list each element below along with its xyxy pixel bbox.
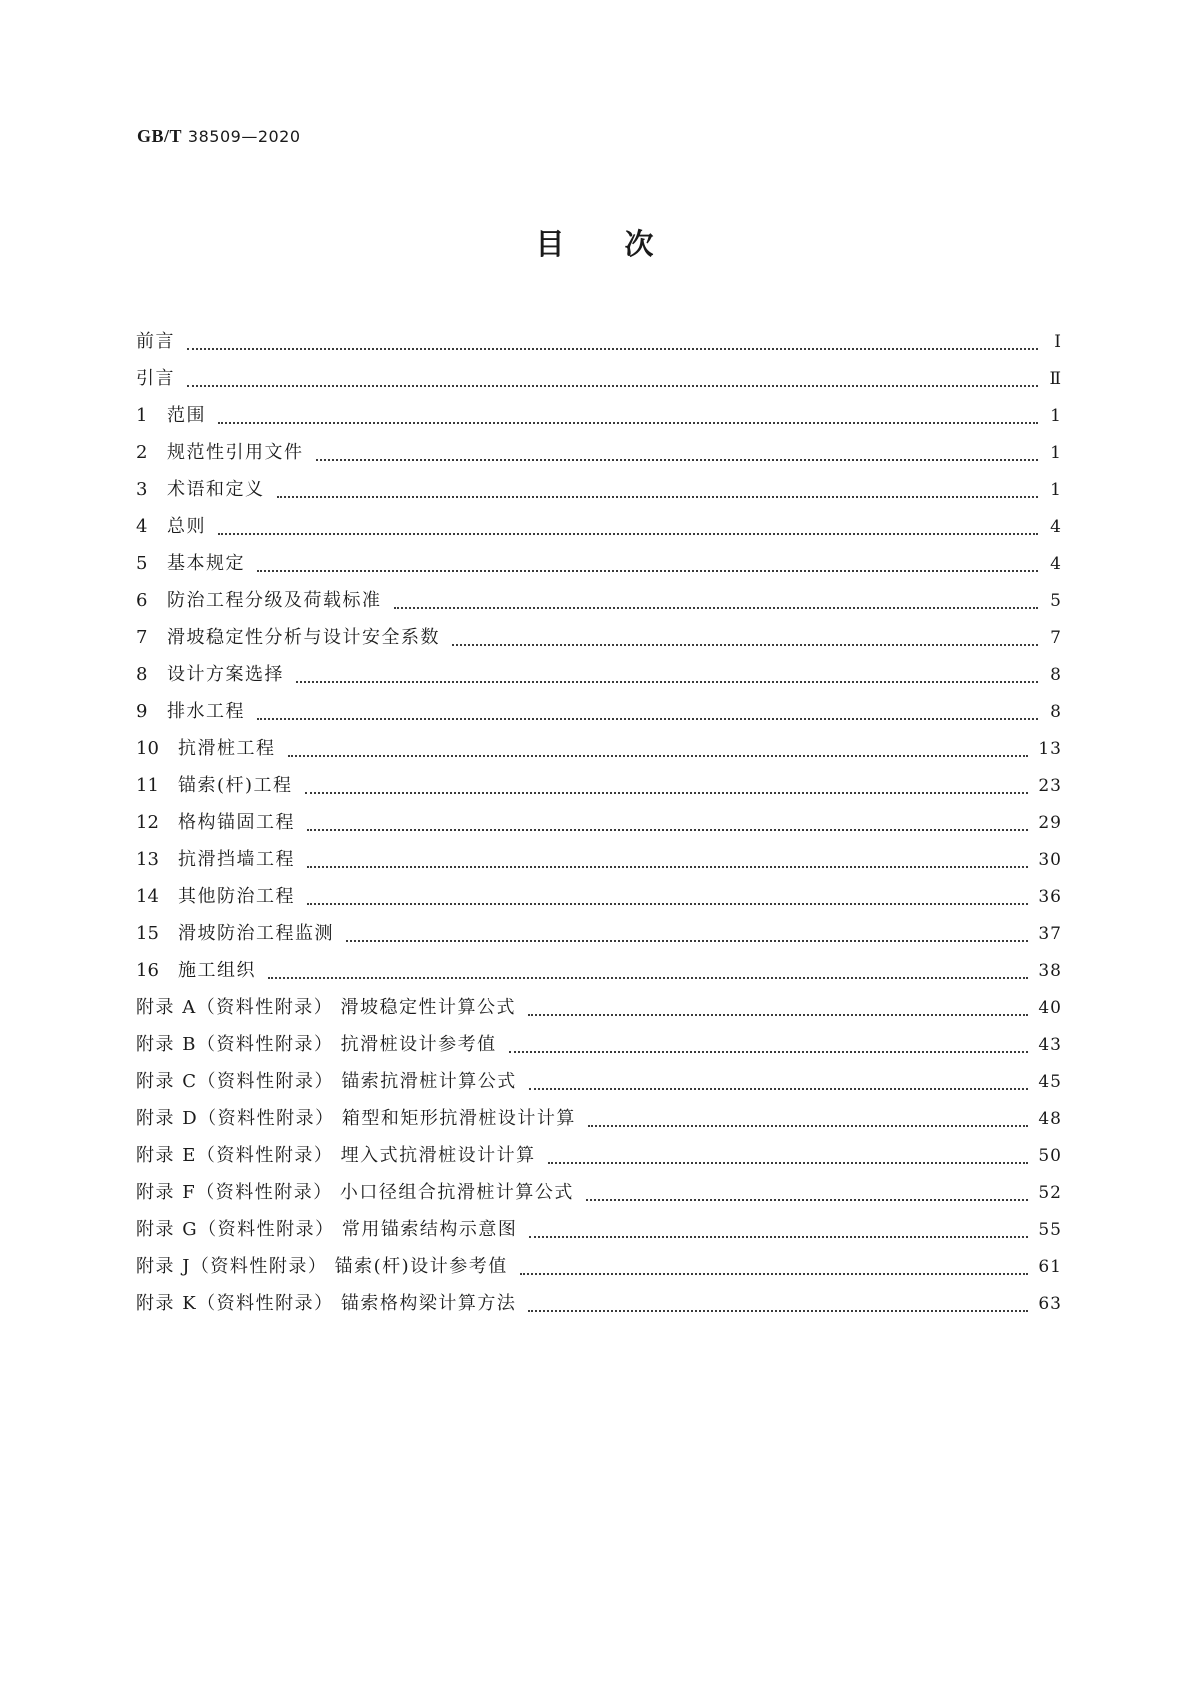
- dot-leader: [218, 422, 1038, 424]
- toc-entry-page: 50: [1038, 1146, 1062, 1166]
- toc-entry-number: 10: [136, 738, 159, 759]
- toc-entry[interactable]: [136, 1215, 1062, 1252]
- dot-leader: [257, 570, 1038, 572]
- toc-entry-label: 滑坡稳定性分析与设计安全系数: [167, 627, 440, 648]
- toc-entry-label: 总则: [167, 516, 206, 537]
- toc-entry[interactable]: [136, 1178, 1062, 1215]
- dot-leader: [529, 1088, 1029, 1090]
- toc-entry-label: 术语和定义: [167, 479, 265, 500]
- toc-entry-label: 引言: [136, 368, 175, 389]
- toc-entry-number: 3: [136, 479, 148, 500]
- toc-entry-page: 23: [1038, 776, 1062, 796]
- toc-entry[interactable]: [136, 586, 1062, 623]
- toc-entry[interactable]: [136, 993, 1062, 1030]
- dot-leader: [346, 940, 1028, 942]
- standard-number: 38509—2020: [187, 127, 301, 146]
- toc-entry-label: 防治工程分级及荷载标准: [167, 590, 382, 611]
- toc-entry-label: 附录 J（资料性附录） 锚索(杆)设计参考值: [136, 1256, 508, 1277]
- toc-entry-number: 1: [136, 405, 148, 426]
- toc-entry-label: 滑坡防治工程监测: [178, 923, 334, 944]
- dot-leader: [268, 977, 1028, 979]
- toc-entry[interactable]: [136, 660, 1062, 697]
- toc-entry[interactable]: [136, 956, 1062, 993]
- dot-leader: [257, 718, 1038, 720]
- toc-entry-page: 8: [1050, 702, 1062, 722]
- dot-leader: [187, 385, 1038, 387]
- dot-leader: [509, 1051, 1029, 1053]
- toc-entry[interactable]: [136, 882, 1062, 919]
- toc-entry[interactable]: [136, 1141, 1062, 1178]
- toc-entry[interactable]: [136, 401, 1062, 438]
- toc-entry-label: 附录 B（资料性附录） 抗滑桩设计参考值: [136, 1034, 497, 1055]
- toc-entry[interactable]: [136, 475, 1062, 512]
- dot-leader: [528, 1014, 1028, 1016]
- dot-leader: [316, 459, 1039, 461]
- dot-leader: [529, 1236, 1028, 1238]
- toc-entry-number: 5: [136, 553, 148, 574]
- toc-entry-label: 锚索(杆)工程: [178, 775, 293, 796]
- toc-entry-label: 抗滑挡墙工程: [178, 849, 295, 870]
- toc-entry-page: 45: [1038, 1072, 1062, 1092]
- toc-entry[interactable]: [136, 845, 1062, 882]
- standard-prefix: GB/T: [137, 126, 183, 146]
- dot-leader: [586, 1199, 1028, 1201]
- toc-entry[interactable]: [136, 549, 1062, 586]
- title-left-char: 目: [535, 227, 567, 261]
- toc-entry-page: 36: [1038, 887, 1062, 907]
- toc-entry-number: 9: [136, 701, 148, 722]
- toc-entry-label: 附录 K（资料性附录） 锚索格构梁计算方法: [136, 1293, 517, 1314]
- toc-entry-label: 规范性引用文件: [167, 442, 304, 463]
- dot-leader: [394, 607, 1039, 609]
- toc-entry[interactable]: [136, 697, 1062, 734]
- toc-entry[interactable]: [136, 808, 1062, 845]
- dot-leader: [452, 644, 1038, 646]
- dot-leader: [305, 792, 1029, 794]
- toc-entry-page: 52: [1038, 1183, 1062, 1203]
- toc-entry-label: 附录 E（资料性附录） 埋入式抗滑桩设计计算: [136, 1145, 536, 1166]
- toc-entry-label: 设计方案选择: [167, 664, 284, 685]
- toc-entry-page: 43: [1038, 1035, 1062, 1055]
- toc-entry-page: 37: [1038, 924, 1062, 944]
- toc-entry-page: 13: [1038, 739, 1062, 759]
- toc-entry-page: Ⅱ: [1049, 369, 1062, 389]
- toc-entry-page: 4: [1050, 554, 1062, 574]
- toc-entry-label: 范围: [167, 405, 206, 426]
- toc-entry[interactable]: [136, 512, 1062, 549]
- toc-entry-page: 1: [1050, 443, 1062, 463]
- toc-entry-label: 附录 G（资料性附录） 常用锚索结构示意图: [136, 1219, 518, 1240]
- toc-entry[interactable]: [136, 623, 1062, 660]
- toc-entry-page: 7: [1050, 628, 1062, 648]
- dot-leader: [277, 496, 1039, 498]
- toc-entry-number: 11: [136, 775, 159, 796]
- dot-leader: [307, 829, 1028, 831]
- dot-leader: [307, 866, 1028, 868]
- toc-entry-label: 抗滑桩工程: [178, 738, 276, 759]
- standard-code: [137, 126, 301, 147]
- toc-entry-page: 4: [1050, 517, 1062, 537]
- dot-leader: [288, 755, 1029, 757]
- dot-leader: [218, 533, 1038, 535]
- toc-entry[interactable]: [136, 734, 1062, 771]
- toc-entry-number: 15: [136, 923, 159, 944]
- dot-leader: [296, 681, 1038, 683]
- dot-leader: [307, 903, 1028, 905]
- toc-entry-number: 14: [136, 886, 159, 907]
- dot-leader: [520, 1273, 1029, 1275]
- toc-entry[interactable]: [136, 438, 1062, 475]
- toc-entry[interactable]: [136, 1067, 1062, 1104]
- toc-entry[interactable]: [136, 1030, 1062, 1067]
- toc-entry[interactable]: [136, 1252, 1062, 1289]
- table-of-contents: [136, 327, 1062, 1326]
- toc-entry-number: 6: [136, 590, 148, 611]
- dot-leader: [588, 1125, 1028, 1127]
- toc-entry-page: 5: [1050, 591, 1062, 611]
- toc-entry-page: 55: [1038, 1220, 1062, 1240]
- toc-entry-number: 2: [136, 442, 148, 463]
- page-title: [0, 226, 1191, 262]
- title-right-char: 次: [624, 227, 656, 261]
- toc-entry-label: 附录 A（资料性附录） 滑坡稳定性计算公式: [136, 997, 516, 1018]
- dot-leader: [528, 1310, 1028, 1312]
- toc-entry-page: 1: [1050, 406, 1062, 426]
- toc-entry[interactable]: [136, 1289, 1062, 1326]
- dot-leader: [187, 348, 1038, 350]
- toc-entry-page: Ⅰ: [1054, 332, 1062, 352]
- toc-entry-page: 38: [1038, 961, 1062, 981]
- toc-entry-number: 12: [136, 812, 159, 833]
- toc-entry-page: 61: [1038, 1257, 1062, 1277]
- toc-entry-number: 16: [136, 960, 159, 981]
- toc-entry-page: 1: [1050, 480, 1062, 500]
- toc-entry-page: 29: [1038, 813, 1062, 833]
- toc-entry-page: 48: [1038, 1109, 1062, 1129]
- toc-entry[interactable]: [136, 919, 1062, 956]
- toc-entry-label: 格构锚固工程: [178, 812, 295, 833]
- toc-entry-label: 附录 C（资料性附录） 锚索抗滑桩计算公式: [136, 1071, 517, 1092]
- toc-entry-page: 40: [1038, 998, 1062, 1018]
- toc-entry-page: 8: [1050, 665, 1062, 685]
- dot-leader: [548, 1162, 1029, 1164]
- toc-entry-page: 30: [1038, 850, 1062, 870]
- toc-entry[interactable]: [136, 327, 1062, 364]
- toc-entry-label: 其他防治工程: [178, 886, 295, 907]
- toc-entry-number: 13: [136, 849, 159, 870]
- toc-entry-number: 8: [136, 664, 148, 685]
- toc-entry-label: 前言: [136, 331, 175, 352]
- toc-entry-number: 4: [136, 516, 148, 537]
- toc-entry-page: 63: [1038, 1294, 1062, 1314]
- toc-entry-label: 附录 F（资料性附录） 小口径组合抗滑桩计算公式: [136, 1182, 574, 1203]
- toc-entry[interactable]: [136, 771, 1062, 808]
- toc-entry-label: 附录 D（资料性附录） 箱型和矩形抗滑桩设计计算: [136, 1108, 576, 1129]
- toc-entry-label: 基本规定: [167, 553, 245, 574]
- toc-entry-number: 7: [136, 627, 148, 648]
- toc-entry[interactable]: [136, 1104, 1062, 1141]
- toc-entry-label: 施工组织: [178, 960, 256, 981]
- toc-entry[interactable]: [136, 364, 1062, 401]
- toc-entry-label: 排水工程: [167, 701, 245, 722]
